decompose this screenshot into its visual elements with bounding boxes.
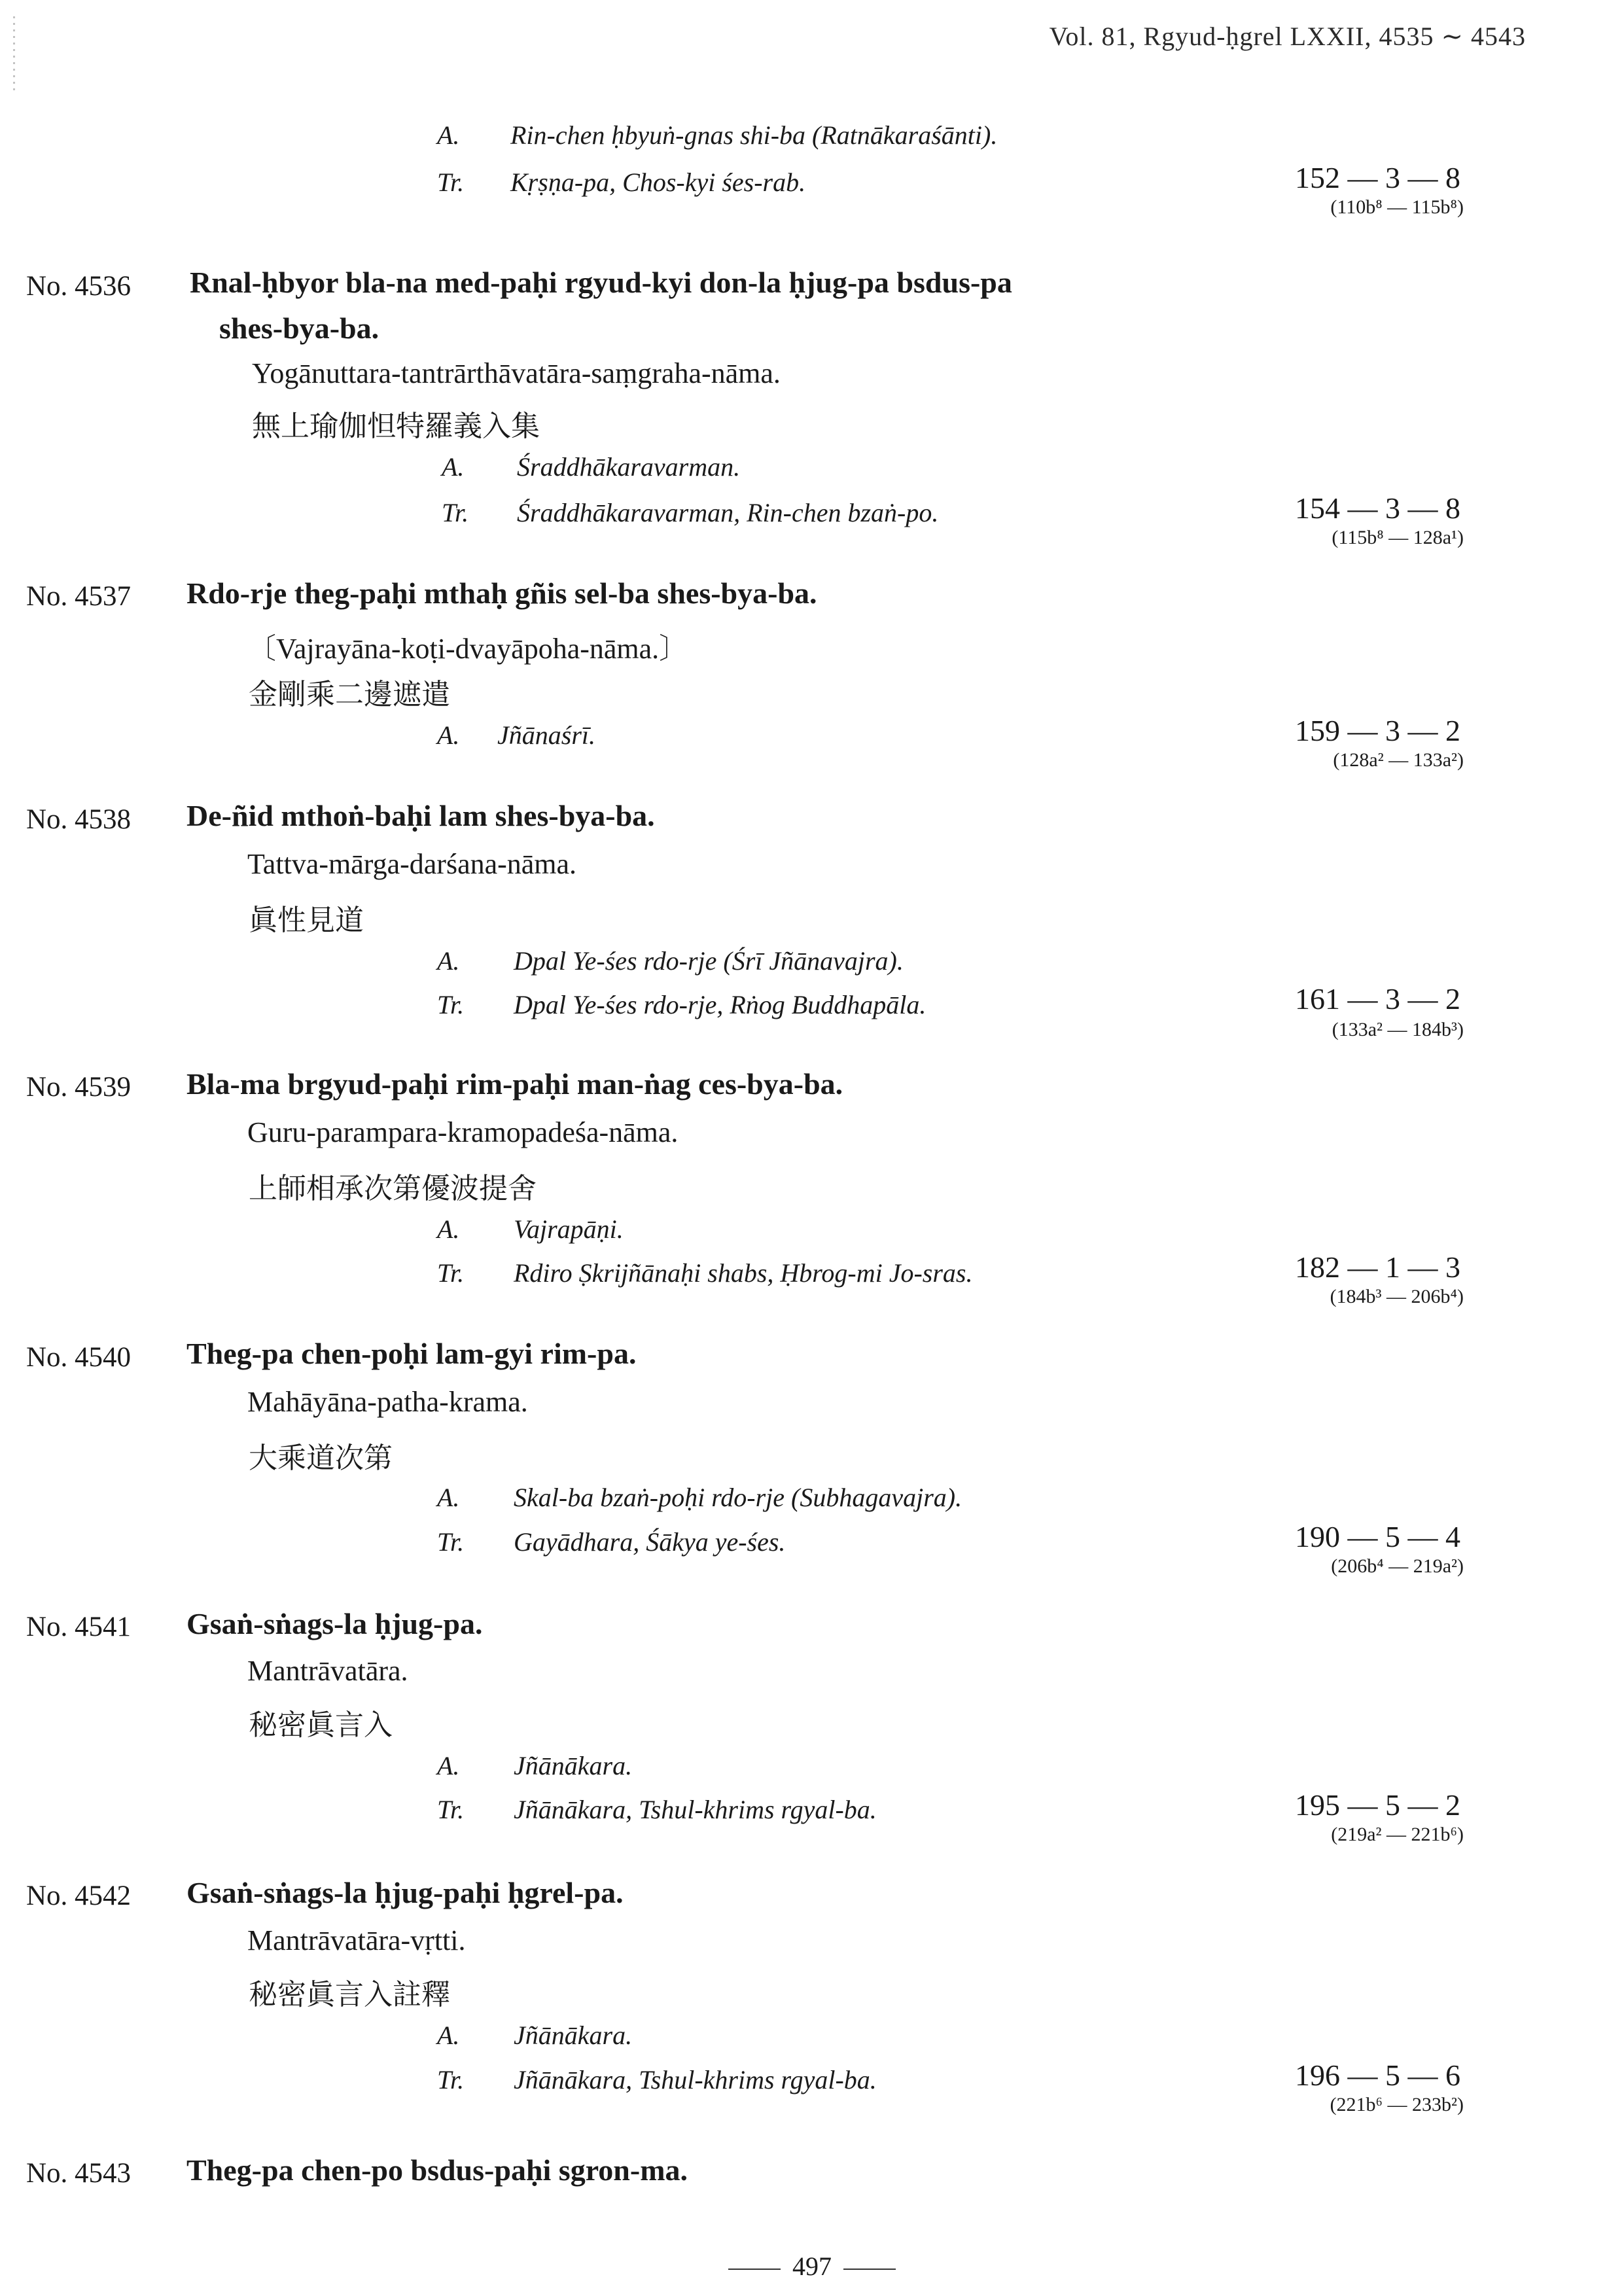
sanskrit-title: Yogānuttara-tantrārthāvatāra-saṃgraha-nāma. — [252, 357, 781, 389]
entry-number: No. 4541 — [26, 1612, 132, 1642]
author-name: Jñānākara. — [514, 1751, 633, 1780]
sanskrit-title: Mantrāvatāra-vṛtti. — [247, 1924, 466, 1956]
entry-number: No. 4537 — [26, 581, 132, 612]
folio-range: (110b⁸ — 115b⁸) — [1330, 196, 1464, 218]
entry-title: Rdo-rje theg-paḥi mthaḥ gñis sel-ba shes-bya-ba. — [186, 576, 817, 610]
translator-name: Gayādhara, Śākya ye-śes. — [514, 1527, 786, 1557]
volume-reference: 196 — 5 — 6 — [1295, 2058, 1460, 2092]
entry-title: Bla-ma brgyud-paḥi rim-paḥi man-ṅag ces-bya-ba. — [186, 1067, 843, 1101]
folio-range: (115b⁸ — 128a¹) — [1332, 527, 1464, 548]
translator-role-label: Tr. — [437, 990, 465, 1019]
author-name: Jñānākara. — [514, 2021, 633, 2050]
author-name: Vajrapāṇi. — [514, 1214, 624, 1244]
volume-reference: 190 — 5 — 4 — [1295, 1520, 1460, 1553]
entry-title: Theg-pa chen-po bsdus-paḥi sgron-ma. — [186, 2153, 688, 2187]
chinese-title: 秘密眞言入 — [249, 1708, 393, 1742]
translator-role-label: Tr. — [437, 168, 465, 197]
chinese-title: 無上瑜伽怛特羅義入集 — [252, 410, 540, 443]
folio-range: (128a² — 133a²) — [1333, 749, 1464, 771]
entry-number: No. 4538 — [26, 804, 132, 835]
sanskrit-title: Mahāyāna-patha-krama. — [247, 1386, 528, 1418]
volume-reference: 195 — 5 — 2 — [1295, 1788, 1460, 1822]
translator-name: Śraddhākaravarman, Rin-chen bzaṅ-po. — [517, 498, 939, 527]
translator-name: Jñānākara, Tshul-khrims rgyal-ba. — [514, 1795, 877, 1824]
translator-name: Jñānākara, Tshul-khrims rgyal-ba. — [514, 2065, 877, 2094]
entry-number: No. 4540 — [26, 1342, 132, 1373]
chinese-title: 大乘道次第 — [249, 1441, 393, 1475]
volume-reference: 159 — 3 — 2 — [1295, 714, 1460, 747]
author-role-label: A. — [442, 452, 465, 482]
translator-name: Dpal Ye-śes rdo-rje, Rṅog Buddhapāla. — [514, 990, 927, 1019]
translator-role-label: Tr. — [437, 1527, 465, 1557]
page-footer — [0, 2251, 1624, 2282]
translator-name: Kṛṣṇa-pa, Chos-kyi śes-rab. — [510, 168, 806, 197]
author-role-label: A. — [437, 946, 460, 976]
sanskrit-title: Mantrāvatāra. — [247, 1655, 408, 1687]
author-name: Dpal Ye-śes rdo-rje (Śrī Jñānavajra). — [514, 946, 904, 976]
footer-rule-right — [843, 2269, 896, 2270]
chinese-title: 金剛乘二邊遮遣 — [249, 678, 450, 711]
folio-range: (221b⁶ — 233b²) — [1330, 2094, 1464, 2115]
translator-role-label: Tr. — [437, 2065, 465, 2094]
sanskrit-title: Guru-parampara-kramopadeśa-nāma. — [247, 1116, 679, 1148]
entry-number: No. 4542 — [26, 1881, 132, 1911]
translator-role-label: Tr. — [437, 1258, 465, 1288]
author-name: Śraddhākaravarman. — [517, 452, 741, 482]
running-header: Vol. 81, Rgyud-ḥgrel LXXII, 4535 ∼ 4543 — [1049, 22, 1526, 51]
scan-mark — [12, 12, 17, 162]
author-role-label: A. — [437, 1214, 460, 1244]
footer-rule-left — [728, 2269, 781, 2270]
folio-range: (219a² — 221b⁶) — [1331, 1824, 1464, 1845]
sanskrit-title: Tattva-mārga-darśana-nāma. — [247, 848, 577, 880]
folio-range: (133a² — 184b³) — [1332, 1019, 1464, 1040]
volume-reference: 152 — 3 — 8 — [1295, 161, 1460, 194]
volume-reference: 154 — 3 — 8 — [1295, 491, 1460, 525]
translator-name: Rdiro Ṣkrijñānaḥi shabs, Ḥbrog-mi Jo-sras. — [514, 1258, 973, 1288]
author-name: Rin-chen ḥbyuṅ-gnas shi-ba (Ratnākaraśānti). — [510, 120, 998, 150]
entry-title: Gsaṅ-sṅags-la ḥjug-pa. — [186, 1607, 483, 1640]
author-name: Jñānaśrī. — [497, 720, 595, 750]
chinese-title: 眞性見道 — [249, 904, 364, 937]
translator-role-label: Tr. — [437, 1795, 465, 1824]
author-role-label: A. — [437, 1483, 460, 1512]
page-number: 497 — [792, 2252, 832, 2281]
entry-title: Theg-pa chen-poḥi lam-gyi rim-pa. — [186, 1337, 637, 1370]
author-role-label: A. — [437, 2021, 460, 2050]
author-role-label: A. — [437, 1751, 460, 1780]
entry-number: No. 4543 — [26, 2158, 132, 2189]
volume-reference: 161 — 3 — 2 — [1295, 982, 1460, 1016]
entry-number: No. 4536 — [26, 271, 132, 302]
folio-range: (184b³ — 206b⁴) — [1330, 1286, 1464, 1307]
chinese-title: 上師相承次第優波提舍 — [249, 1172, 537, 1205]
sanskrit-title: 〔Vajrayāna-koṭi-dvayāpoha-nāma.〕 — [247, 633, 688, 665]
volume-reference: 182 — 1 — 3 — [1295, 1250, 1460, 1284]
entry-title-continued: shes-bya-ba. — [219, 311, 380, 345]
author-role-label: A. — [437, 120, 460, 150]
translator-role-label: Tr. — [442, 498, 469, 527]
folio-range: (206b⁴ — 219a²) — [1331, 1555, 1464, 1577]
entry-title: Rnal-ḥbyor bla-na med-paḥi rgyud-kyi don-la ḥjug-pa bsdus-pa — [190, 266, 1012, 299]
entry-title: Gsaṅ-sṅags-la ḥjug-paḥi ḥgrel-pa. — [186, 1876, 624, 1909]
entry-number: No. 4539 — [26, 1072, 132, 1103]
chinese-title: 秘密眞言入註釋 — [249, 1978, 450, 2011]
author-role-label: A. — [437, 720, 460, 750]
author-name: Skal-ba bzaṅ-poḥi rdo-rje (Subhagavajra). — [514, 1483, 962, 1512]
entry-title: De-ñid mthoṅ-baḥi lam shes-bya-ba. — [186, 799, 655, 832]
